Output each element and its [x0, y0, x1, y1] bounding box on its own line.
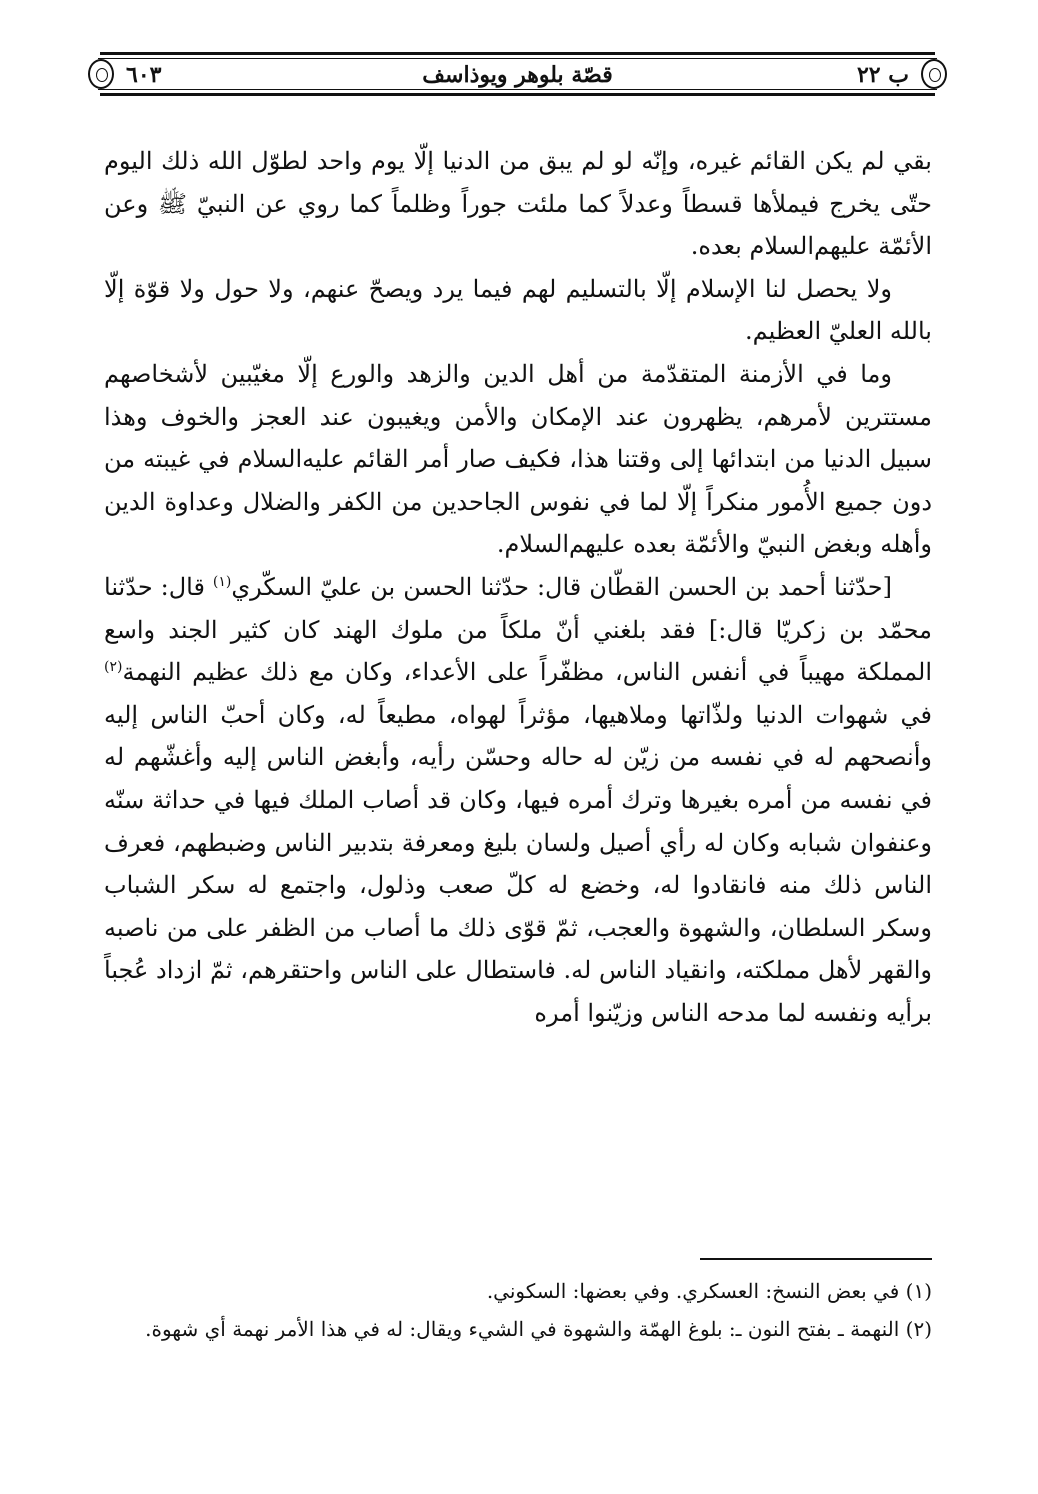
paragraph: وما في الأزمنة المتقدّمة من أهل الدين والزهد والورع إلّا مغيّبين لأشخاصهم مستترين لأمرهم، يظهرون عند الإمكان والأمن ويغيبون عند العجز والخوف وهذا سبيل الدنيا من ابتدائها إلى وقتنا هذا، فكيف صار أمر القائم عليه‌السلام في غيبته من دون جميع الأُمور منكراً إلّا لما في نفوس الجاحدين من الكفر والضلال وعداوة الدين وأهله وبغض النبيّ والأئمّة بعده عليهم‌السلام. [104, 359, 933, 559]
narration-text: قال: حدّثنا محمّد بن زكريّا قال:] فقد بلغني أنّ ملكاً من ملوك الهند كان كثير الجند واسع المملكة مهيباً في أنفس الناس، مظفّراً على الأعداء، وكان مع ذلك عظيم النهمة [104, 572, 932, 687]
paragraph: ولا يحصل لنا الإسلام إلّا بالتسليم لهم فيما يرد ويصحّ عنهم، ولا حول ولا قوّة إلّا بالله العليّ العظيم. [104, 274, 932, 346]
paragraph: بقي لم يكن القائم غيره، وإنّه لو لم يبق من الدنيا إلّا يوم واحد لطوّل الله ذلك اليوم حتّى يخرج فيملأها قسطاً وعدلاً كما ملئت جوراً وظلماً كما روي عن النبيّ ﷺ وعن الأئمّة عليهم‌السلام بعده. [104, 147, 932, 261]
main-text [104, 140, 932, 1034]
footnote-ref: (٢) [104, 659, 123, 676]
footnotes [104, 1272, 932, 1348]
page-title: قصّة بلوهر ويوذاسف [422, 62, 613, 88]
narration-text: في شهوات الدنيا ولذّاتها وملاهيها، مؤثراً لهواه، مطيعاً له، وكان أحبّ الناس إليه وأنصحهم له في نفسه من زيّن له حاله وحسّن رأيه، وأبغض الناس إليه وأغشّهم له في نفسه من أمره بغيرها وترك أمره فيها، وكان قد أصاب الملك فيها في حداثة سنّه وعنفوان شبابه وكان له رأي أصيل ولسان بليغ ومعرفة بتدبير الناس وضبطهم، فعرف الناس ذلك منه فانقادوا له، وخضع له كلّ صعب وذلول، واجتمع له سكر الشباب وسكر السلطان، والشهوة والعجب، ثمّ قوّى ذلك ما أصاب من الظفر على من ناصبه والقهر لأهل مملكته، وانقياد الناس له. فاستطال على الناس واحتقرهم، ثمّ ازداد عُجباً برأيه ونفسه لما مدحه الناس وزيّنوا أمره [104, 700, 932, 1027]
footnote-divider [700, 1258, 932, 1260]
footnote: (١) في بعض النسخ: العسكري. وفي بعضها: السكوني. [486, 1279, 932, 1303]
narration-paragraph [104, 566, 932, 1035]
narration-text: [حدّثنا أحمد بن الحسن القطّان قال: حدّثنا الحسن بن عليّ السكّري [231, 572, 892, 601]
footnote: (٢) النهمة ـ بفتح النون ـ: بلوغ الهمّة والشهوة في الشيء ويقال: له في هذا الأمر نهمة أي شهوة. [145, 1317, 932, 1341]
page-number: ٦٠٣ [126, 62, 162, 88]
running-header [100, 52, 935, 96]
chapter-label: ب ٢٢ [856, 62, 909, 88]
footnote-ref: (١) [212, 573, 232, 590]
